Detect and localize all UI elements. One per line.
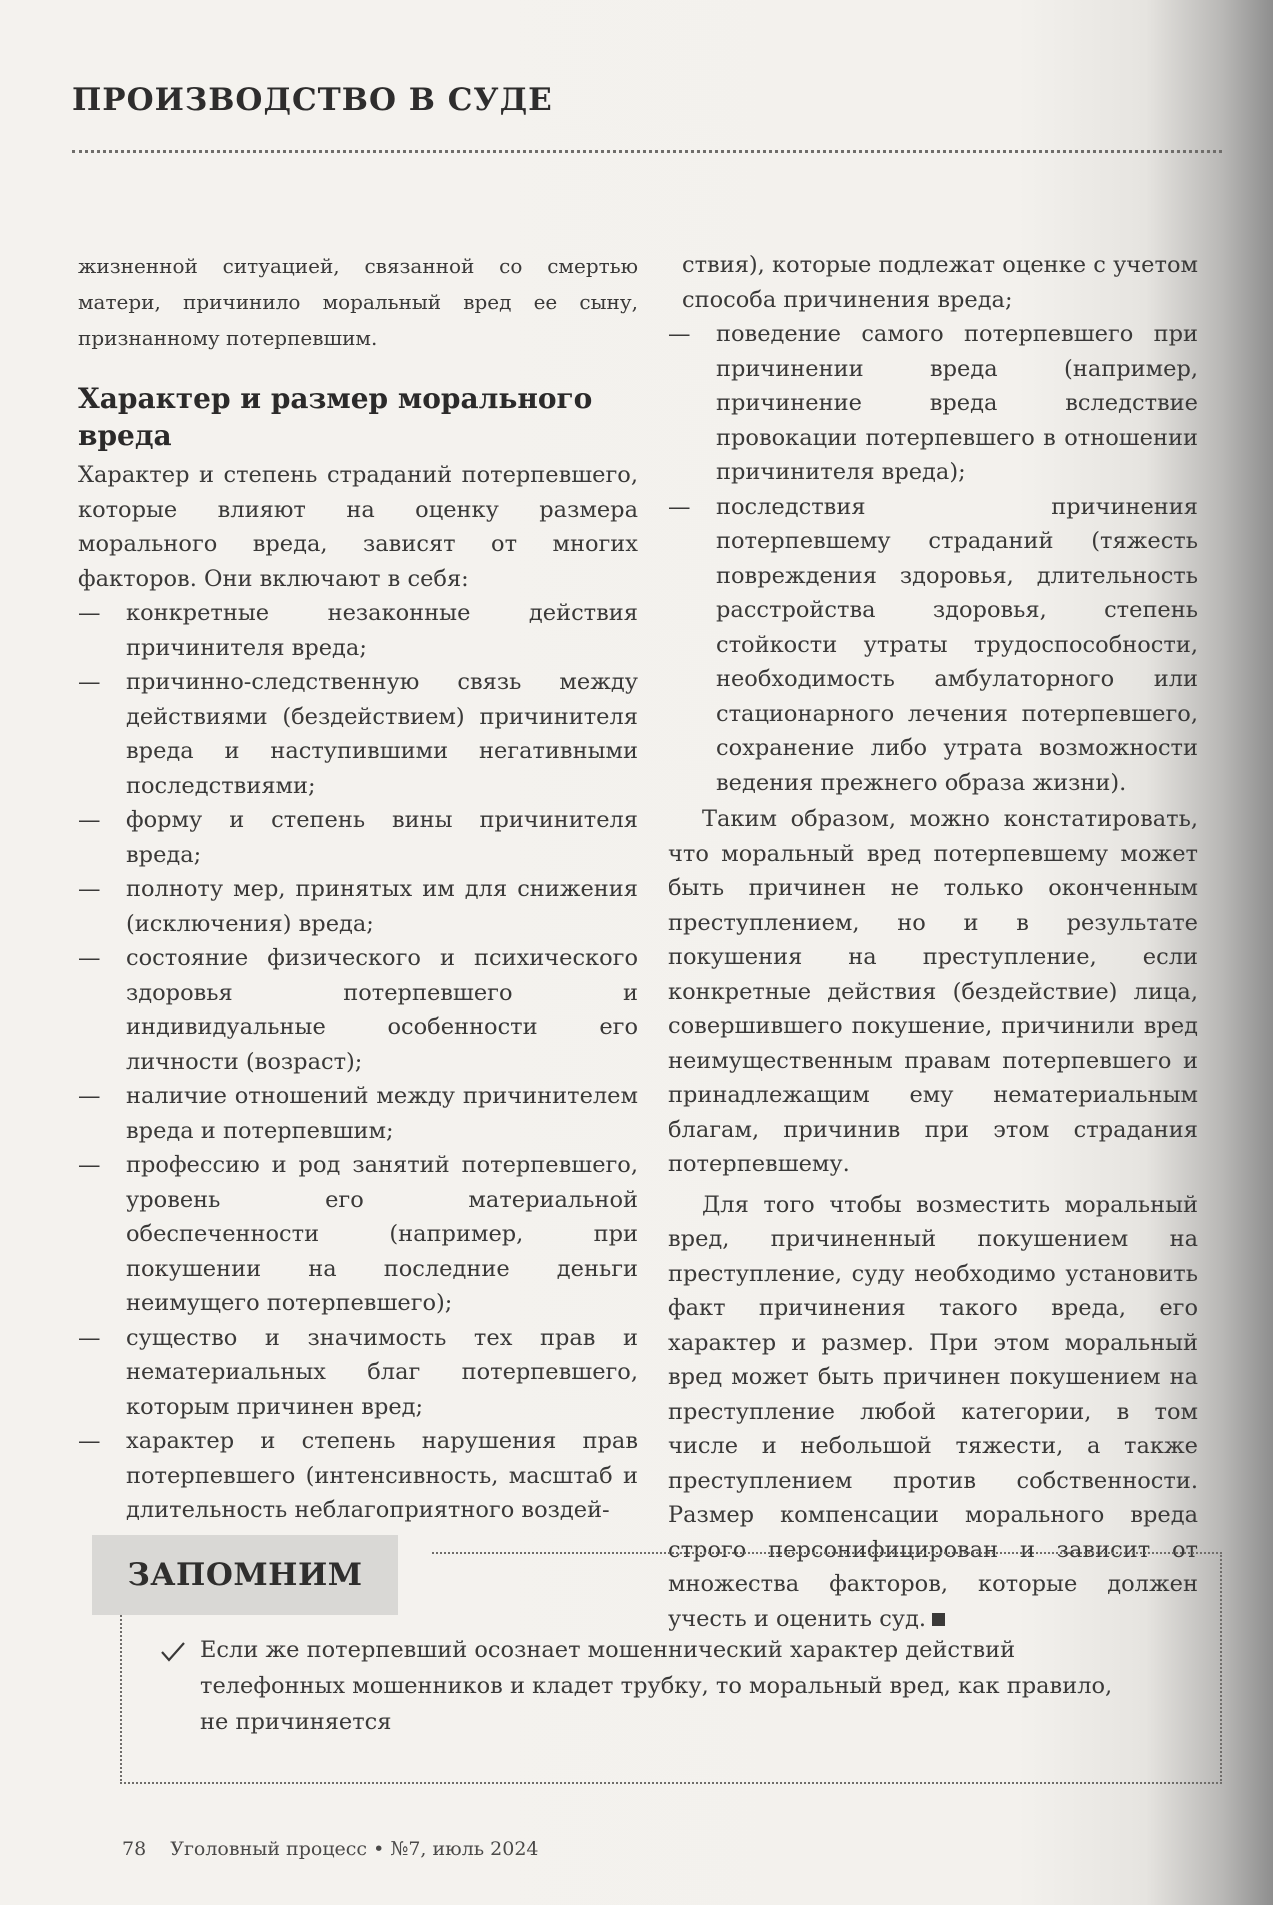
list-item xyxy=(78,872,638,941)
list-item-text: последствия причинения потерпевшему страданий (тяжесть повреждения здоровья, длительность расстройства здоровья, степень стойкости утраты трудоспособности, необходимость амбулаторного или стационарного лечения потерпевшего, сохранение либо утрата возможности ведения прежнего образа жизни). xyxy=(716,493,1198,796)
callout-label: ЗАПОМНИМ xyxy=(92,1535,398,1615)
list-item xyxy=(78,1079,638,1148)
list-item-text: состояние физического и психического здоровья потерпевшего и индивидуальные особенности его личности (возраст); xyxy=(126,945,638,1075)
dash-bullet: — xyxy=(78,1152,101,1178)
list-item-text: существо и значимость тех прав и нематериальных благ потерпевшего, которым причинен вред; xyxy=(126,1324,638,1420)
checkmark-icon xyxy=(160,1640,186,1664)
journal-info: Уголовный процесс • №7, июль 2024 xyxy=(170,1838,539,1860)
factors-list xyxy=(78,596,638,1528)
list-item xyxy=(78,1148,638,1321)
list-item xyxy=(668,490,1198,801)
dash-bullet: — xyxy=(78,1324,101,1351)
body-paragraph-text: Для того чтобы возместить моральный вред, причиненный покушением на преступление, суду необходимо установить факт причинения такого вреда, его характер и размер. При этом моральный вред может быть причинен покушением на преступление любой категории, в том числе и небольшой тяжести, а также преступлением против собственности. Размер компенсации морального вреда строго персонифицирован и зависит от множества факторов, которые должен учесть и оценить суд. xyxy=(668,1191,1198,1632)
list-item xyxy=(668,317,1198,490)
dash-bullet: — xyxy=(78,600,101,626)
continuation-text: ствия), которые подлежат оценке с учетом способа причинения вреда; xyxy=(682,252,1198,313)
page-footer xyxy=(122,1838,539,1860)
list-item xyxy=(78,1424,638,1528)
list-item-text: полноту мер, принятых им для снижения (исключения) вреда; xyxy=(126,876,638,937)
callout-text: Если же потерпевший осознает мошеннический характер действий телефонных мошенников и кладет трубку, то моральный вред, как правило, не причиняется xyxy=(200,1637,1113,1735)
section-title: ПРОИЗВОДСТВО В СУДЕ xyxy=(72,82,553,118)
list-item-text: поведение самого потерпевшего при причинении вреда (например, причинение вреда вследствие провокации потерпевшего в отношении причинителя вреда); xyxy=(716,321,1198,485)
dash-bullet: — xyxy=(668,493,691,520)
right-column xyxy=(668,248,1198,1636)
dash-bullet: — xyxy=(78,945,101,971)
header-divider xyxy=(72,150,1222,153)
page-number: 78 xyxy=(122,1838,147,1860)
list-item xyxy=(78,803,638,872)
list-item-text: причинно-следственную связь между действиями (бездействием) причинителя вреда и наступившими негативными последствиями; xyxy=(126,669,638,799)
list-item-text: характер и степень нарушения прав потерпевшего (интенсивность, масштаб и длительность неблагоприятного воздей- xyxy=(126,1428,638,1523)
list-item xyxy=(78,941,638,1079)
dash-bullet: — xyxy=(78,1428,101,1454)
list-item xyxy=(78,596,638,665)
dash-bullet: — xyxy=(668,321,691,347)
list-item xyxy=(78,665,638,803)
list-item-text: наличие отношений между причинителем вреда и потерпевшим; xyxy=(126,1083,638,1144)
dash-bullet: — xyxy=(78,807,101,833)
dash-bullet: — xyxy=(78,876,101,902)
left-column xyxy=(78,248,638,1528)
list-item xyxy=(78,1321,638,1425)
body-paragraph: Таким образом, можно констатировать, что моральный вред потерпевшему может быть причинен не только оконченным преступлением, но и в результате покушения на преступление, если конкретные действия (бездействие) лица, совершившего покушение, причинили вред неимущественным правам потерпевшего и принадлежащим ему нематериальным благам, причинив при этом страдания потерпевшему. xyxy=(668,806,1198,1177)
section-heading: Характер и размер морального вреда xyxy=(78,382,593,452)
intro-paragraph: жизненной ситуацией, связанной со смертью матери, причинило моральный вред ее сыну, признанному потерпевшим. xyxy=(78,254,638,350)
list-item-text: конкретные незаконные действия причинителя вреда; xyxy=(126,600,638,661)
list-item-text: профессию и род занятий потерпевшего, уровень его материальной обеспеченности (например, при покушении на последние деньги неимущего потерпевшего); xyxy=(126,1152,638,1316)
body-paragraph: Характер и степень страданий потерпевшего, которые влияют на оценку размера морального вреда, зависят от многих факторов. Они включают в себя: xyxy=(78,462,638,592)
dash-bullet: — xyxy=(78,1083,101,1109)
factors-list-continued xyxy=(668,317,1198,800)
list-item-text: форму и степень вины причинителя вреда; xyxy=(126,807,638,868)
dash-bullet: — xyxy=(78,669,101,695)
